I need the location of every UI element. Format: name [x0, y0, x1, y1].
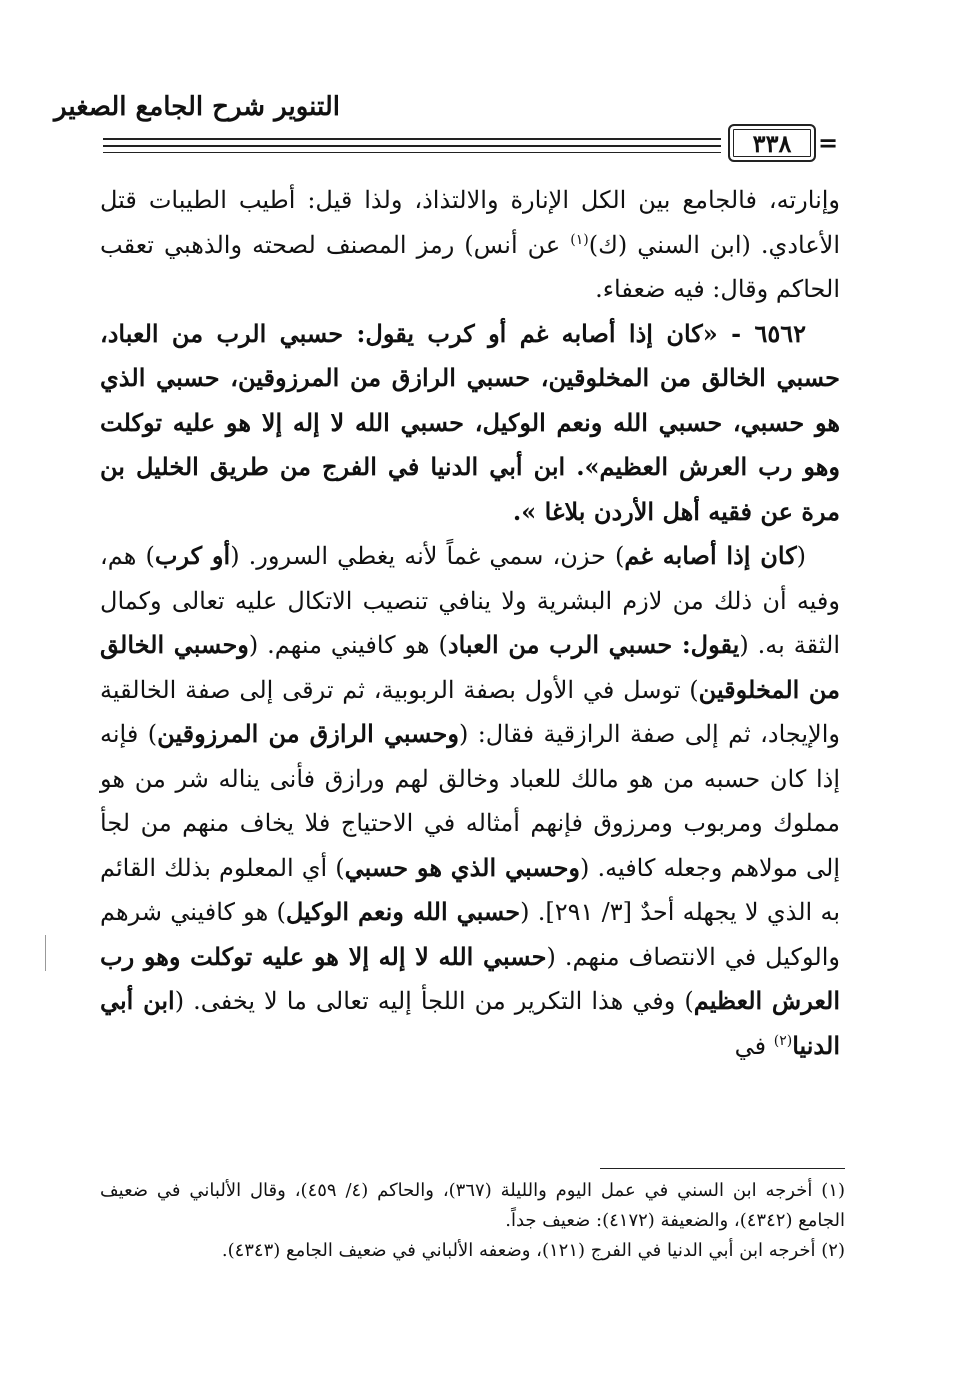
- page-number-ornament: =: [818, 128, 839, 157]
- header-rule-bottom: [103, 152, 721, 153]
- footnote-1: (١) أخرجه ابن السني في عمل اليوم والليلة (٣٦٧)، والحاكم (٤/ ٤٥٩)، وقال الألباني في ضعيف الجامع (٤٣٤٢)، والضعيفة (٤١٧٢): ضعيف جداً.: [100, 1180, 845, 1231]
- running-header-title: التنوير شرح الجامع الصغير: [54, 92, 340, 122]
- footnote-ref-1: (١): [570, 231, 589, 248]
- footnote-ref-2: (٢): [773, 1032, 793, 1049]
- scan-mark: [45, 935, 46, 971]
- commentary-paragraph: (كان إذا أصابه غم) حزن، سمي غماً لأنه يغطي السرور. (أو كرب) هم، وفيه أن ذلك من لازم البشرية ولا ينافي تنصيب الاتكال عليه تعالى وكمال الثقة به. (يقول: حسبي الرب من العباد) هو كافيني منهم. (وحسبي الخالق من المخلوقين) توسل في الأول بصفة الربوبية، ثم ترقى إلى صفة الخالقية والإيجاد، ثم إلى صفة الرازقية فقال: (وحسبي الرازق من المرزوقين) فإنه إذا كان حسبه من هو مالك للعباد وخالق لهم ورازق فأنى يناله شر من هو مملوك ومربوب ومرزوق فإنهم أمثاله في الاحتياج فلا يخاف منهم من لجأ إلى مولاهم وجعله كافيه. (وحسبي الذي هو حسبي) أي المعلوم بذلك القائم به الذي لا يجهله أحدٌ [٣/ ٢٩١]. (حسبي الله ونعم الوكيل) هو كافيني شرهم والوكيل في الانتصاف منهم. (حسبي الله لا إله إلا هو عليه توكلت وهو رب العرش العظيم) وفي هذا التكرير من اللجأ إليه تعالى ما لا يخفى. (ابن أبي الدنيا$^{(٢)}$ في: [100, 541, 841, 1060]
- hadith-number: ٦٥٦٢ -: [717, 318, 806, 348]
- page-number-box: [728, 124, 816, 162]
- footnote-2: (٢) أخرجه ابن أبي الدنيا في الفرج (١٢١)، وضعفه الألباني في ضعيف الجامع (٤٣٤٣).: [221, 1240, 845, 1261]
- page-number: ٣٣٨: [752, 128, 792, 158]
- header-rule-top: [103, 138, 721, 140]
- main-text: [100, 178, 840, 1068]
- hadith-text: «كان إذا أصابه غم أو كرب يقول: حسبي الرب من العباد، حسبي الخالق من المخلوقين، حسبي الرازق من المرزوقين، حسبي الذي هو حسبي، حسبي الله ونعم الوكيل، حسبي الله لا إله إلا هو عليه توكلت وهو رب العرش العظيم». ابن أبي الدنيا في الفرج من طريق الخليل بن مرة عن فقيه أهل الأردن بلاغا ».: [100, 318, 841, 526]
- paragraph-continuation: وإنارته، فالجامع بين الكل الإنارة والالتذاذ، ولذا قيل: أطيب الطيبات قتل الأعادي. (ابن السني (ك)$^{(١)}$ عن أنس) رمز المصنف لصحته والذهبي تعقب الحاكم وقال: فيه ضعفاء.: [100, 186, 840, 303]
- footnote-separator: [600, 1168, 845, 1169]
- hadith-entry: [100, 312, 840, 535]
- footnotes: [100, 1176, 845, 1266]
- header-rule-middle: [103, 145, 721, 147]
